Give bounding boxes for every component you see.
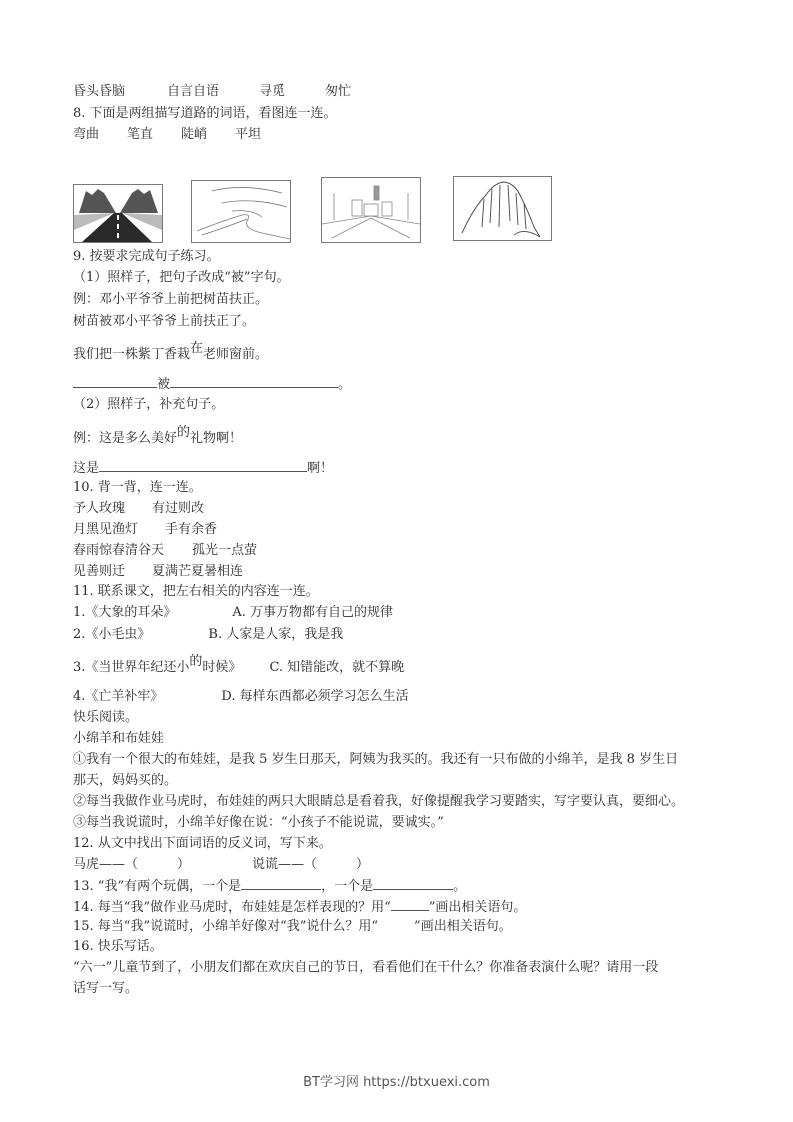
word: 自言自语 <box>167 84 220 99</box>
word: 匆忙 <box>325 84 352 99</box>
q11-row <box>73 654 405 676</box>
right-item: A. 万事万物都有自己的规律 <box>232 605 394 620</box>
answer-blank[interactable] <box>170 375 338 388</box>
left-phrase: 春雨惊春清谷天 <box>73 543 165 558</box>
winding-road-picture <box>191 180 291 243</box>
question-text: 13. “我”有两个玩偶，一个是 <box>73 879 242 894</box>
right-phrase: 孤光一点萤 <box>192 543 258 558</box>
right-phrase: 夏满芒夏暑相连 <box>152 564 244 579</box>
q9-part1-answer-line <box>73 375 351 393</box>
q8-title: 8. 下面是两组描写道路的词语，看图连一连。 <box>73 106 337 121</box>
q9-part1-instruction: （1）照样子，把句子改成“被”字句。 <box>73 270 290 285</box>
reading-paragraph-1: ①我有一个很大的布娃娃，是我 5 岁生日那天，阿姨为我买的。我还有一只布做的小绵羊，是我 8 岁生日 <box>73 752 679 767</box>
q11-row <box>73 605 393 621</box>
word: 昏头昏脑 <box>73 84 126 99</box>
example-text: 例：这是多么美好 <box>73 431 178 446</box>
bei-char: 被 <box>157 377 171 392</box>
q10-title: 10. 背一背，连一连。 <box>73 480 202 495</box>
left-phrase: 予人玫瑰 <box>73 501 126 516</box>
reading-paragraph-3: ③每当我说谎时，小绵羊好像在说：“小孩子不能说谎，要诚实。” <box>73 815 444 830</box>
raised-char: 的 <box>189 654 203 669</box>
steep-mountain-picture <box>453 176 552 241</box>
q7-word-row <box>73 84 351 100</box>
q11-row <box>73 627 343 643</box>
right-phrase: 有过则改 <box>152 501 205 516</box>
reading-paragraph-1-cont: 那天，妈妈买的。 <box>73 773 178 788</box>
raised-char: 在 <box>190 341 204 356</box>
sentence-text: 老师窗前。 <box>203 347 269 362</box>
answer-blank[interactable] <box>241 877 321 890</box>
answer-blank[interactable] <box>73 375 157 388</box>
right-item: B. 人家是人家，我是我 <box>208 627 344 642</box>
answer-blank[interactable] <box>373 877 453 890</box>
question-text: 15. 每当“我”说谎时，小绵羊好像对“我”说什么？用“ <box>73 919 379 934</box>
q15 <box>73 919 512 935</box>
reading-paragraph-2: ②每当我做作业马虎时，布娃娃的两只大眼睛总是看着我，好像提醒我学习要踏实，写字要认真，要细心。 <box>73 794 685 809</box>
q16-title: 16. 快乐写话。 <box>73 939 163 954</box>
q16-prompt: “六一”儿童节到了，小朋友们都在欢庆自己的节日，看看他们在干什么？你准备表演什么呢？请用一段 <box>73 960 659 975</box>
q8-word-row <box>73 127 261 143</box>
left-item: 2.《小毛虫》 <box>73 627 151 642</box>
left-item: 4.《亡羊补牢》 <box>73 689 164 704</box>
q12-items <box>73 857 369 873</box>
left-phrase: 见善则迁 <box>73 564 126 579</box>
left-item: 1.《大象的耳朵》 <box>73 605 177 620</box>
question-text: ”画出相关语句。 <box>428 900 527 915</box>
suffix-text: 啊！ <box>307 461 334 476</box>
q10-row <box>73 564 243 580</box>
q10-row <box>73 501 204 517</box>
q9-part1-sentence <box>73 341 269 363</box>
right-phrase: 手有余香 <box>165 522 218 537</box>
question-text: ，一个是 <box>321 879 374 894</box>
example-text: 礼物啊！ <box>190 431 243 446</box>
sentence-text: 我们把一株紫丁香栽 <box>73 347 191 362</box>
q9-part1-example: 例：邓小平爷爷上前把树苗扶正。 <box>73 292 269 307</box>
left-phrase: 月黑见渔灯 <box>73 522 139 537</box>
q9-part2-answer-line <box>73 459 333 477</box>
q11-row <box>73 689 409 705</box>
reading-title: 小绵羊和布娃娃 <box>73 731 165 746</box>
left-item: 时候》 <box>202 660 242 675</box>
underline-symbol <box>391 898 429 911</box>
q9-part1-example-answer: 树苗被邓小平爷爷上前扶正了。 <box>73 314 256 329</box>
period: 。 <box>338 377 352 392</box>
question-text: 。 <box>453 879 467 894</box>
q14 <box>73 898 526 916</box>
raised-char: 的 <box>177 425 191 440</box>
q12-title: 12. 从文中找出下面词语的反义词，写下来。 <box>73 836 332 851</box>
right-item: C. 知错能改，就不算晚 <box>269 660 405 675</box>
q9-title: 9. 按要求完成句子练习。 <box>73 249 220 264</box>
antonym-item: 说谎——（ ） <box>252 857 370 872</box>
word: 弯曲 <box>73 127 100 142</box>
word: 平坦 <box>235 127 262 142</box>
right-item: D. 每样东西都必须学习怎么生活 <box>221 689 409 704</box>
q16-prompt-cont: 话写一写。 <box>73 981 139 996</box>
city-crossroad-picture <box>321 177 421 243</box>
question-text: ”画出相关语句。 <box>414 919 512 934</box>
question-text: 14. 每当“我”做作业马虎时，布娃娃是怎样表现的？用“ <box>73 900 391 915</box>
word: 陡峭 <box>181 127 208 142</box>
q13 <box>73 877 466 895</box>
q8-pictures <box>73 176 553 242</box>
q9-part2-example <box>73 425 243 447</box>
q11-title: 11. 联系课文，把左右相关的内容连一连。 <box>73 584 319 599</box>
word: 笔直 <box>127 127 154 142</box>
reading-heading: 快乐阅读。 <box>73 710 139 725</box>
q10-row <box>73 543 257 559</box>
left-item: 3.《当世界年纪还小 <box>73 660 190 675</box>
answer-blank[interactable] <box>99 459 307 472</box>
straight-road-picture <box>73 184 163 243</box>
prefix-text: 这是 <box>73 461 100 476</box>
footer-watermark: BT学习网 https://btxuexi.com <box>303 1075 490 1090</box>
q9-part2-instruction: （2）照样子，补充句子。 <box>73 397 225 412</box>
word: 寻觅 <box>259 84 286 99</box>
antonym-item: 马虎——（ ） <box>73 857 191 872</box>
q10-row <box>73 522 217 538</box>
